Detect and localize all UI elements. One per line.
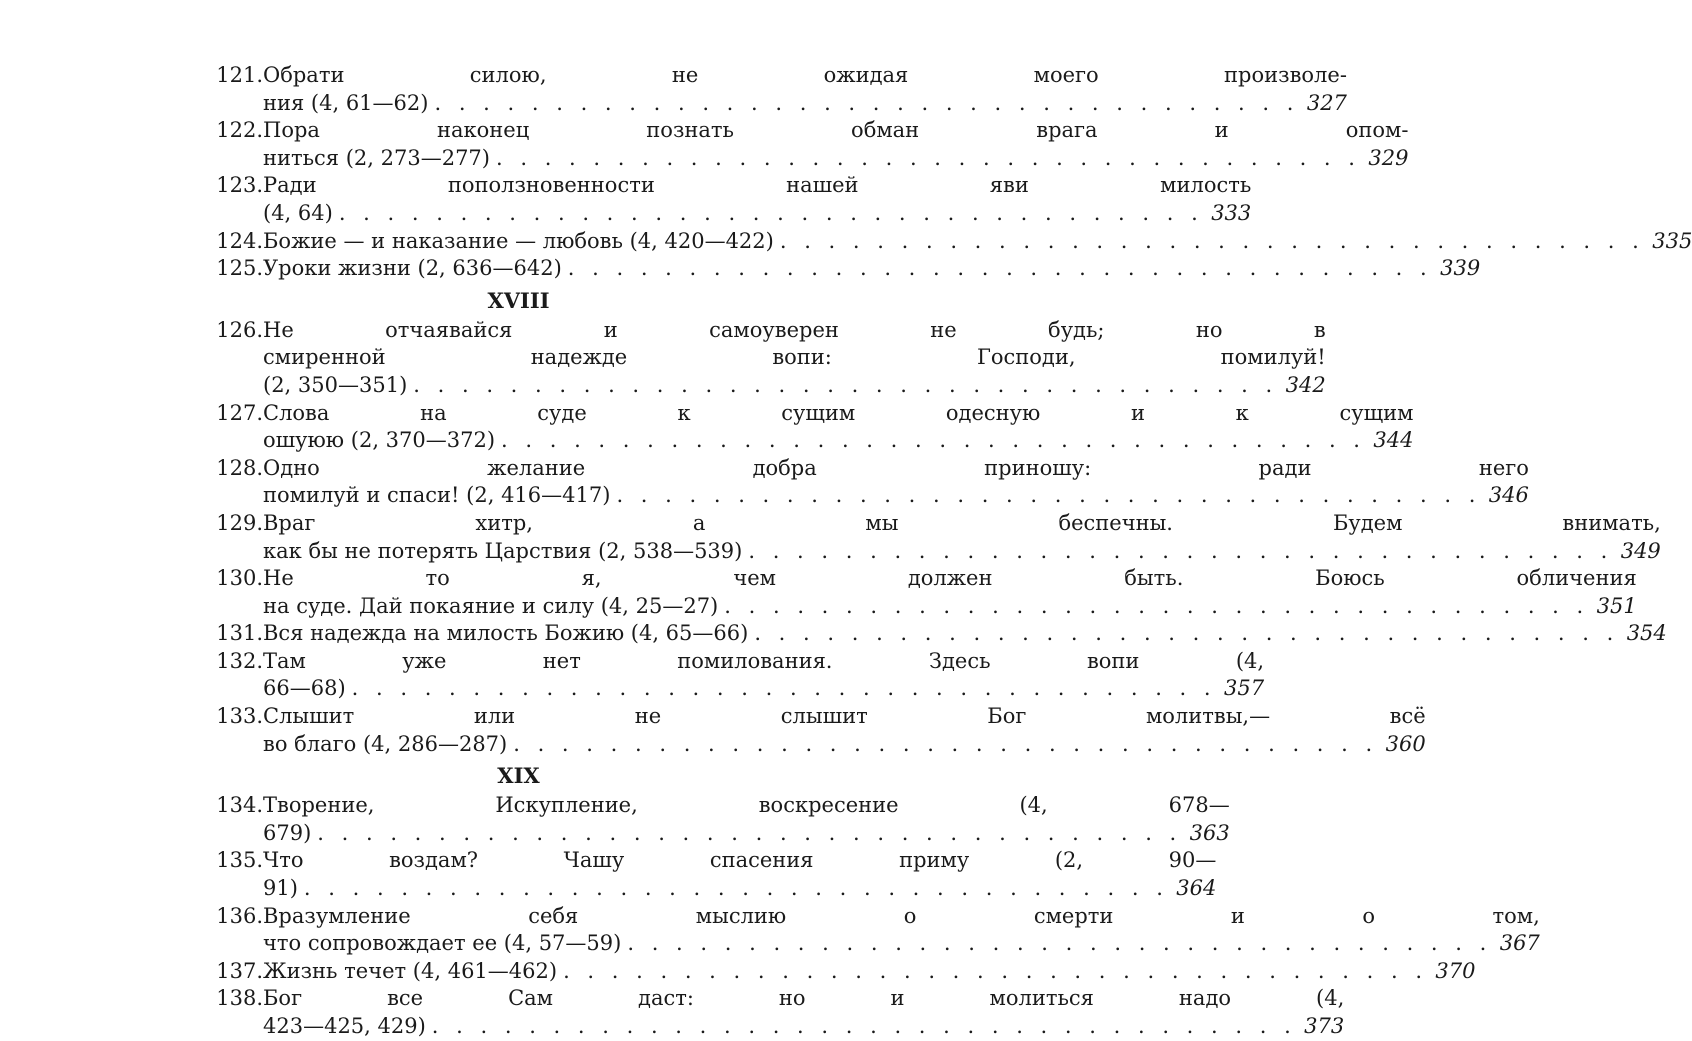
entry-title-line: Пора наконец познать обман врага и опом- [263, 118, 1409, 143]
entry-title-line: во благо (4, 286—287) [263, 731, 508, 756]
toc-entry[interactable] [210, 117, 1409, 172]
entry-number: 124. [216, 228, 263, 253]
page-number: 329 [1368, 145, 1409, 170]
entry-number: 128. [216, 455, 263, 480]
entry-title-line: Обрати силою, не ожидая моего произволе- [263, 63, 1347, 87]
dot-leader: . . . . . . . . . . . . . . . . . . . . . . . . . . . . . . . . . . . . [724, 593, 1589, 618]
entry-number: 136. [216, 903, 263, 928]
dot-leader: . . . . . . . . . . . . . . . . . . . . . . . . . . . . . . . . . . . . [351, 676, 1217, 701]
entry-title-line: Слова на суде к сущим одесную и к сущим [263, 400, 1414, 425]
page-number: 327 [1306, 90, 1347, 115]
toc-entry[interactable] [210, 317, 1326, 400]
entry-title-line: Ради поползновенности нашей яви милость [263, 173, 1252, 198]
entry-number: 137. [216, 958, 263, 983]
toc-entry[interactable] [210, 648, 1265, 703]
dot-leader: . . . . . . . . . . . . . . . . . . . . . . . . . . . . . . . . . . . . [303, 876, 1169, 901]
toc-entry[interactable] [210, 455, 1529, 510]
page-number: 344 [1373, 428, 1414, 453]
toc-entry[interactable] [210, 400, 1414, 455]
toc-entry[interactable] [210, 703, 1426, 758]
dot-leader: . . . . . . . . . . . . . . . . . . . . . . . . . . . . . . . . . . . . [434, 90, 1299, 115]
page-number: 360 [1385, 731, 1426, 756]
dot-leader: . . . . . . . . . . . . . . . . . . . . . . . . . . . . . . . . . . . . [431, 1014, 1297, 1038]
entry-title-line: ниться (2, 273—277) [263, 145, 490, 170]
dot-leader: . . . . . . . . . . . . . . . . . . . . . . . . . . . . . . . . . . . . [501, 428, 1366, 453]
entry-number: 129. [216, 510, 263, 535]
dot-leader: . . . . . . . . . . . . . . . . . . . . . . . . . . . . . . . . . . . . [748, 538, 1613, 563]
entry-number: 130. [216, 566, 263, 591]
toc-entry[interactable] [210, 62, 1347, 117]
entry-number: 125. [216, 256, 263, 281]
dot-leader: . . . . . . . . . . . . . . . . . . . . . . . . . . . . . . . . . . . . [779, 228, 1645, 253]
entry-number: 121. [216, 63, 263, 87]
dot-leader: . . . . . . . . . . . . . . . . . . . . . . . . . . . . . . . . . . . . [627, 931, 1492, 956]
entry-number: 138. [216, 986, 263, 1011]
dot-leader: . . . . . . . . . . . . . . . . . . . . . . . . . . . . . . . . . . . . [496, 145, 1361, 170]
entry-title-line: Одно желание добра приношу: ради него [263, 455, 1529, 480]
entry-title-line: Вразумление себя мыслию о смерти и о том, [263, 903, 1540, 928]
entry-title-line: Слышит или не слышит Бог молитвы,— всё [263, 704, 1426, 729]
entry-number: 131. [216, 621, 263, 646]
entry-title-line: (4, 64) [263, 200, 333, 225]
toc-entry[interactable] [210, 620, 1667, 648]
entry-title-line: Жизнь течет (4, 461—462) [263, 958, 558, 983]
entry-title-line: смиренной надежде вопи: Господи, помилуй! [263, 345, 1326, 370]
page-number: 370 [1435, 958, 1476, 983]
entry-number: 132. [216, 648, 263, 673]
page-number: 367 [1499, 931, 1540, 956]
entry-title-line: Бог все Сам даст: но и молиться надо (4, [263, 986, 1345, 1011]
entry-title-line: Не то я, чем должен быть. Боюсь обличения [263, 566, 1637, 591]
toc-entry[interactable] [210, 985, 1345, 1040]
entry-title-line: как бы не потерять Царствия (2, 538—539) [263, 538, 743, 563]
entry-title-line: помилуй и спаси! (2, 416—417) [263, 483, 611, 508]
entry-number: 123. [216, 173, 263, 198]
entry-title-line: Не отчаявайся и самоуверен не будь; но в [263, 317, 1326, 342]
page-number: 342 [1285, 372, 1326, 397]
entry-title-line: на суде. Дай покаяние и силу (4, 25—27) [263, 593, 719, 618]
entry-title-line: Вся надежда на милость Божию (4, 65—66) [263, 621, 749, 646]
dot-leader: . . . . . . . . . . . . . . . . . . . . . . . . . . . . . . . . . . . . [567, 256, 1433, 281]
toc-entry[interactable] [210, 510, 1661, 565]
entry-number: 135. [216, 848, 263, 873]
dot-leader: . . . . . . . . . . . . . . . . . . . . . . . . . . . . . . . . . . . . [754, 621, 1619, 646]
page-number: 354 [1626, 621, 1667, 646]
dot-leader: . . . . . . . . . . . . . . . . . . . . . . . . . . . . . . . . . . . . [563, 958, 1428, 983]
page-number: 373 [1304, 1014, 1345, 1038]
entry-title-line: 423—425, 429) [263, 1014, 426, 1038]
toc-entry[interactable] [210, 792, 1230, 847]
page-number: 346 [1488, 483, 1529, 508]
page-number: 333 [1211, 200, 1252, 225]
entry-title-line: ния (4, 61—62) [263, 90, 429, 115]
entry-number: 126. [216, 317, 263, 342]
entry-number: 134. [216, 793, 263, 818]
entry-title-line: ошуюю (2, 370—372) [263, 428, 496, 453]
entry-title-line: (2, 350—351) [263, 372, 408, 397]
page-number: 349 [1620, 538, 1661, 563]
dot-leader: . . . . . . . . . . . . . . . . . . . . . . . . . . . . . . . . . . . . [317, 820, 1182, 845]
toc-entry[interactable] [210, 847, 1217, 902]
entry-title-line: Враг хитр, а мы беспечны. Будем внимать, [263, 510, 1661, 535]
toc-entry[interactable] [210, 255, 1481, 283]
dot-leader: . . . . . . . . . . . . . . . . . . . . . . . . . . . . . . . . . . . . [338, 200, 1204, 225]
entry-title-line: 66—68) [263, 676, 346, 701]
entry-number: 122. [216, 118, 263, 143]
page-number: 351 [1596, 593, 1637, 618]
page-number: 339 [1440, 256, 1481, 281]
toc-entry[interactable] [210, 565, 1637, 620]
entry-title-line: 91) [263, 876, 298, 901]
page-number: 335 [1652, 228, 1692, 253]
toc-entry[interactable] [210, 172, 1252, 227]
entry-title-line: что сопровождает ее (4, 57—59) [263, 931, 622, 956]
dot-leader: . . . . . . . . . . . . . . . . . . . . . . . . . . . . . . . . . . . . [413, 372, 1278, 397]
page-number: 364 [1176, 876, 1217, 901]
entry-title-line: 679) [263, 820, 312, 845]
toc-entry[interactable] [210, 228, 1692, 256]
page-number: 363 [1189, 820, 1230, 845]
section-heading: XIX [497, 763, 540, 789]
page-number: 357 [1224, 676, 1265, 701]
dot-leader: . . . . . . . . . . . . . . . . . . . . . . . . . . . . . . . . . . . . [616, 483, 1481, 508]
entry-number: 133. [216, 704, 263, 729]
entry-title-line: Творение, Искупление, воскресение (4, 678— [263, 793, 1230, 818]
dot-leader: . . . . . . . . . . . . . . . . . . . . . . . . . . . . . . . . . . . . [513, 731, 1378, 756]
entry-title-line: Уроки жизни (2, 636—642) [263, 256, 562, 281]
table-of-contents [210, 62, 1692, 1041]
entry-title-line: Там уже нет помилования. Здесь вопи (4, [263, 648, 1265, 673]
toc-entry[interactable] [210, 903, 1540, 958]
section-heading: XVIII [487, 287, 550, 313]
toc-entry[interactable] [210, 958, 1476, 986]
entry-title-line: Что воздам? Чашу спасения приму (2, 90— [263, 848, 1217, 873]
entry-title-line: Божие — и наказание — любовь (4, 420—422) [263, 228, 774, 253]
entry-number: 127. [216, 400, 263, 425]
